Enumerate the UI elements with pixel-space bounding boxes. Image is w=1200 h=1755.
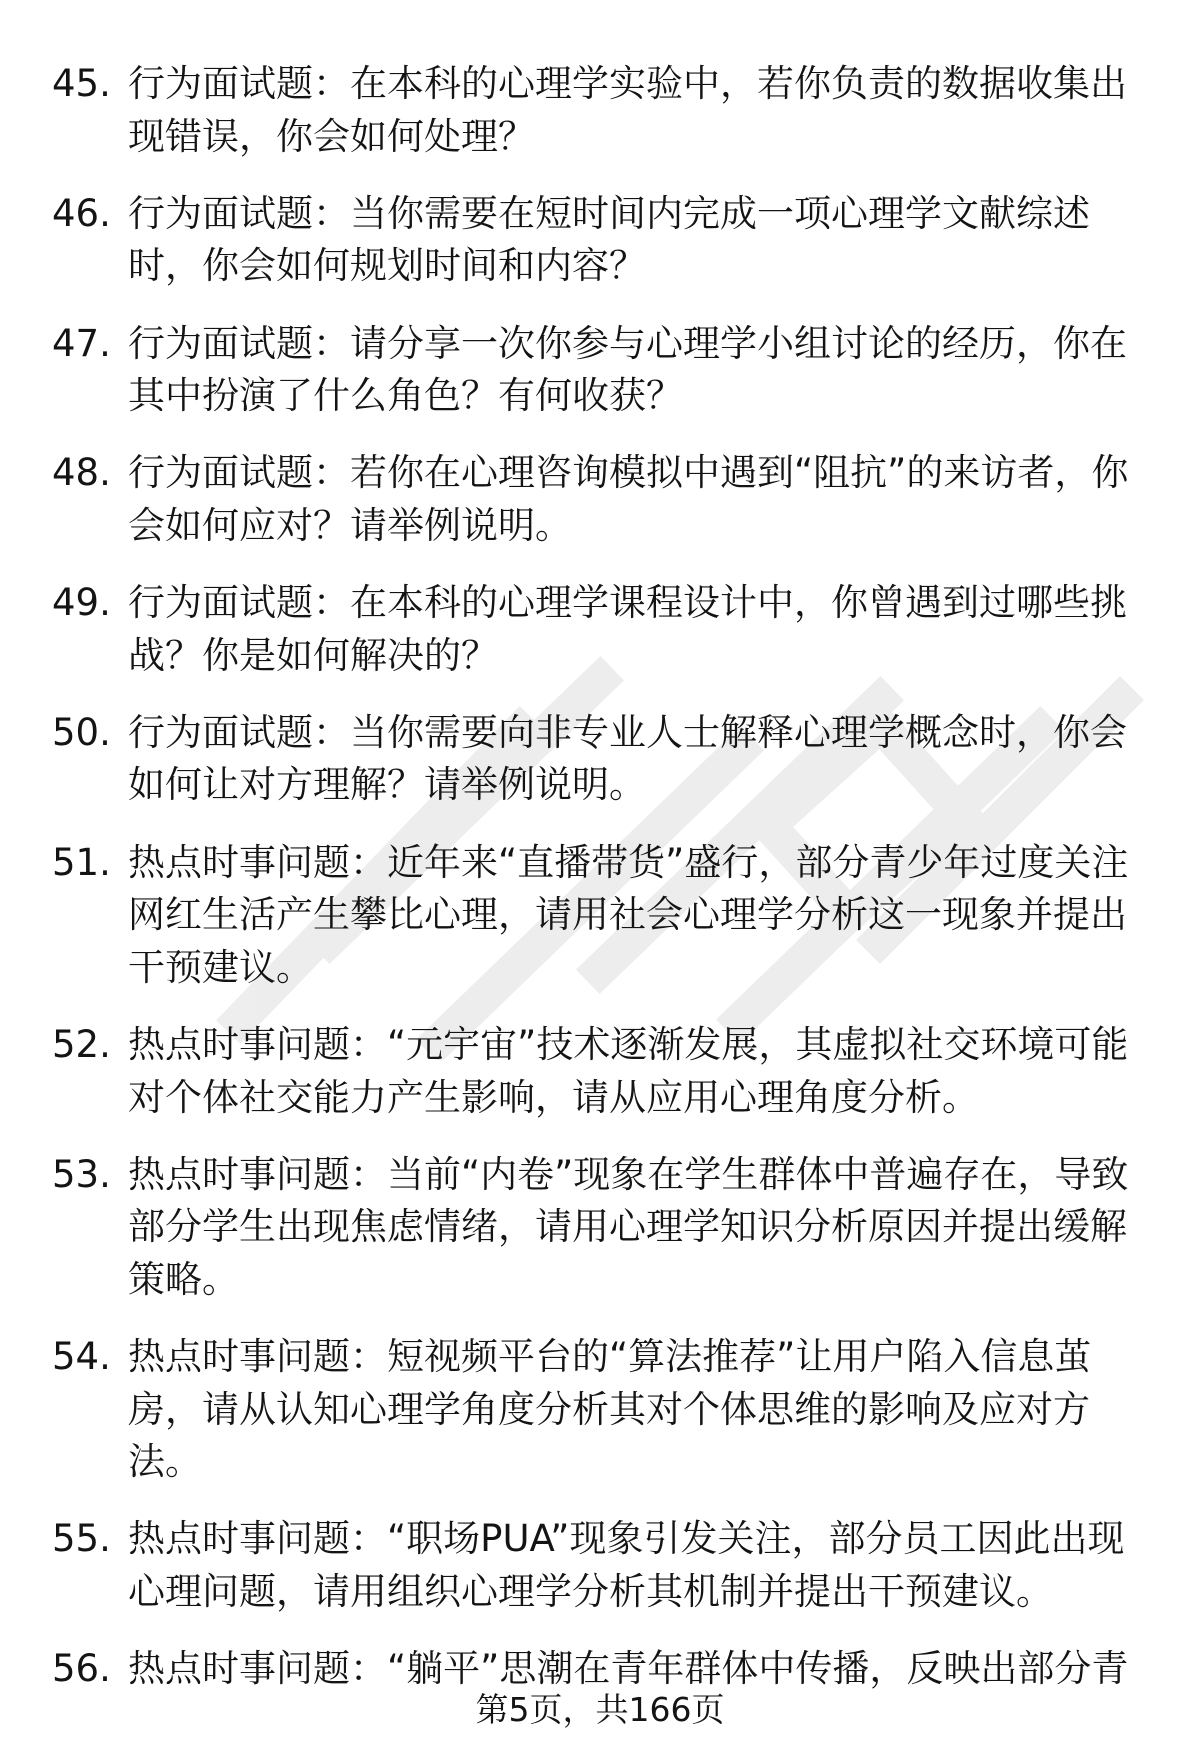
question-text: 热点时事问题：“职场PUA”现象引发关注，部分员工因此出现心理问题，请用组织心理学分析其机制并提出干预建议。 [128, 1517, 1125, 1613]
question-number: 51. [52, 840, 111, 884]
question-number: 55. [52, 1517, 111, 1561]
question-number: 50. [52, 710, 111, 754]
list-item [0, 188, 1140, 293]
question-number: 47. [52, 321, 111, 365]
list-item [0, 318, 1140, 423]
question-text: 热点时事问题：“元宇宙”技术逐渐发展，其虚拟社交环境可能对个体社交能力产生影响，请从应用心理角度分析。 [128, 1023, 1129, 1119]
question-text: 行为面试题：当你需要向非专业人士解释心理学概念时，你会如何让对方理解？请举例说明。 [128, 710, 1127, 807]
question-number: 45. [52, 62, 111, 105]
list-item [0, 707, 1140, 812]
question-number: 46. [52, 191, 111, 235]
page-footer: 第5页，共166页 [475, 1690, 725, 1729]
question-text: 热点时事问题：近年来“直播带货”盛行，部分青少年过度关注网红生活产生攀比心理，请用社会心理学分析这一现象并提出干预建议。 [128, 840, 1129, 989]
question-number: 52. [52, 1023, 111, 1067]
question-text: 行为面试题：在本科的心理学课程设计中，你曾遇到过哪些挑战？你是如何解决的？ [128, 581, 1127, 677]
question-number: 54. [52, 1335, 111, 1379]
question-text: 行为面试题：当你需要在短时间内完成一项心理学文献综述时，你会如何规划时间和内容？ [128, 191, 1090, 288]
question-number: 49. [52, 581, 111, 625]
question-text: 热点时事问题：当前“内卷”现象在学生群体中普遍存在，导致部分学生出现焦虑情绪，请用心理学知识分析原因并提出缓解策略。 [128, 1152, 1129, 1301]
question-number: 48. [52, 451, 111, 495]
list-item [0, 1331, 1140, 1489]
question-list [0, 58, 1200, 1721]
question-text: 行为面试题：在本科的心理学实验中，若你负责的数据收集出现错误，你会如何处理？ [128, 62, 1127, 158]
list-item [0, 577, 1140, 682]
list-item [0, 1513, 1140, 1618]
question-text: 行为面试题：若你在心理咨询模拟中遇到“阻抗”的来访者，你会如何应对？请举例说明。 [128, 451, 1129, 547]
question-number: 56. [52, 1647, 111, 1691]
question-text: 热点时事问题：“躺平”思潮在青年群体中传播，反映出部分青 [128, 1647, 1129, 1691]
question-text: 热点时事问题：短视频平台的“算法推荐”让用户陷入信息茧房，请从认知心理学角度分析其对个体思维的影响及应对方法。 [128, 1335, 1092, 1484]
list-item [0, 1149, 1140, 1307]
list-item [0, 447, 1140, 552]
question-text: 行为面试题：请分享一次你参与心理学小组讨论的经历，你在其中扮演了什么角色？有何收获？ [128, 321, 1127, 418]
question-number: 53. [52, 1152, 111, 1196]
list-item [0, 1019, 1140, 1124]
list-item [0, 837, 1140, 995]
list-item [0, 58, 1140, 163]
